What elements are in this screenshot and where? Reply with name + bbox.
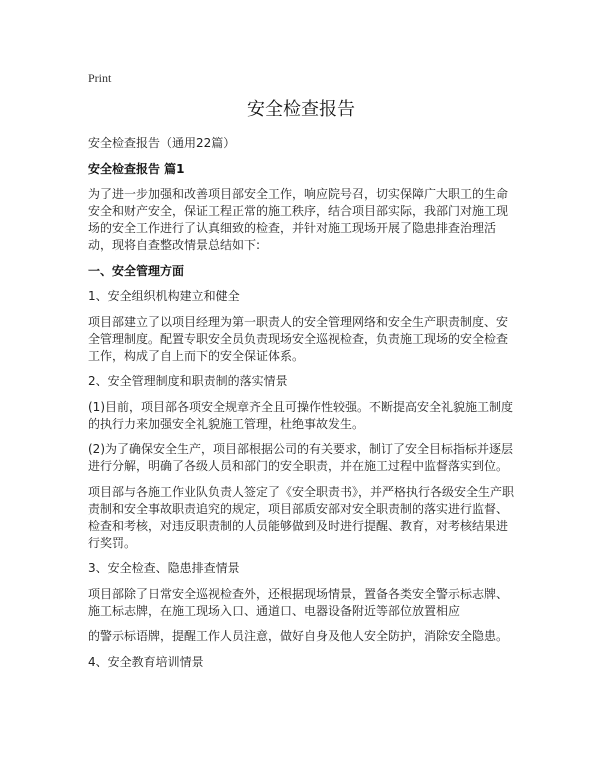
- paragraph: 项目部除了日常安全巡视检查外，还根据现场情景，置备各类安全警示标志牌、施工标志牌，在施工现场入口、通道口、电器设备附近等部位放置相应: [88, 586, 509, 618]
- paragraph: 的警示标语牌，提醒工作人员注意，做好自身及他人安全防护，消除安全隐患。: [88, 629, 509, 643]
- print-link[interactable]: Print: [88, 71, 112, 85]
- document: [88, 70, 514, 679]
- subheading: 4、安全教育培训情景: [88, 654, 204, 669]
- page-title: 安全检查报告: [247, 99, 355, 120]
- subheading: 1、安全组织机构建立和健全: [88, 289, 240, 303]
- paragraph: (2)为了确保安全生产，项目部根据公司的有关要求，制订了安全目标指标并逐层进行分解，明确了各级人员和部门的安全职责，并在施工过程中监督落实到位。: [88, 442, 514, 473]
- subheading: 2、安全管理制度和职责制的落实情景: [88, 374, 288, 388]
- document-subtitle: 安全检查报告（通用22篇）: [88, 136, 236, 150]
- subheading: 3、安全检查、隐患排查情景: [88, 561, 240, 575]
- paragraph: 项目部建立了以项目经理为第一职责人的安全管理网络和安全生产职责制度、安全管理制度。配置专职安全员负责现场安全巡视检查，负责施工现场的安全检查工作，构成了自上而下的安全保证体系。: [88, 314, 509, 363]
- paragraph: (1)目前，项目部各项安全规章齐全且可操作性较强。不断提高安全礼貌施工制度的执行力来加强安全礼貌施工管理，杜绝事故发生。: [88, 399, 514, 431]
- intro-paragraph: 为了进一步加强和改善项目部安全工作，响应院号召，切实保障广大职工的生命安全和财产安全，保证工程正常的施工秩序，结合项目部实际，我部门对施工现场的安全工作进行了认真细致的检查，并针对施工现场开展了隐患排查治理活动，现将自查整改情景总结如下:: [88, 187, 509, 252]
- paragraph: 项目部与各施工作业队负责人签定了《安全职责书》，并严格执行各级安全生产职责制和安全事故职责追究的规定，项目部质安部对安全职责制的落实进行监督、检查和考核，对违反职责制的人员能够做到及时进行提醒、教育，对考核结果进行奖罚。: [88, 484, 515, 550]
- section-heading-safety-management: 一、安全管理方面: [88, 263, 185, 278]
- section-heading: 安全检查报告 篇1: [88, 161, 185, 176]
